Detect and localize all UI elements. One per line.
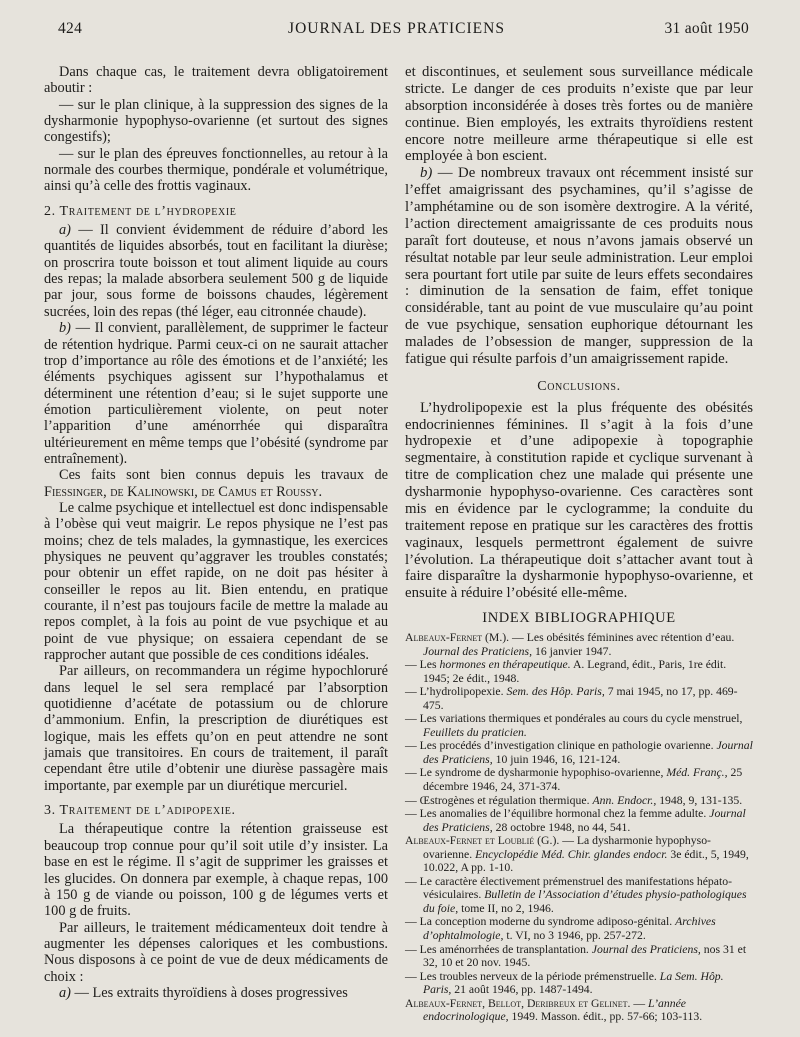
running-header [44, 20, 749, 46]
bibliography-entry [405, 631, 753, 658]
ref-author: Albeaux-Fernet (M.). [405, 631, 510, 644]
ref-source: L’année endocrinologique, [423, 996, 686, 1024]
ref-text: — Les aménorrhées de transplantation. [405, 942, 592, 956]
paragraph: — sur le plan clinique, à la suppression des signes de la dysharmonie hypophyso-ovarienne (et surtout des signes congestifs); [44, 96, 388, 146]
page-number: 424 [58, 20, 83, 37]
ref-text: — Le caractère électivement prémenstruel des manifestations hépato-vésiculaires. [405, 874, 732, 902]
bibliography-entry [405, 766, 753, 793]
paragraph: b) — De nombreux travaux ont récemment insisté sur l’effet amaigrissant des psychamines, qu’il s’agisse de l’amphétamine ou de son isomère dextrogire. A la vérité, l’action directement amaigrissante de ces produits nous paraît fort douteuse, et nous n’avons jamais observé un résultat notable par leur seule administration. Leur emploi sera pourtant fort utile par suite de leurs effets secondaires : diminution de la sensation de faim, effet tonique considérable, tant au point de vue musculaire qu’au point de vue psychique, sensation euphorique détournant les malades de l’obsession de manger, suppression de la fatigue qui résulte parfois d’un amaigrissement rapide. [405, 165, 753, 367]
ref-details: 3e édit., 5, 1949, 10.022, A pp. 1-10. [423, 847, 749, 875]
ref-text: — L’hydrolipopexie. [405, 685, 507, 699]
journal-title: JOURNAL DES PRATICIENS [288, 20, 505, 37]
ref-text: — La conception moderne du syndrome adiposo-génital. [405, 915, 676, 929]
ref-source: hormones en thérapeutique. [439, 658, 571, 672]
ref-source: Journal des Praticiens, [423, 644, 533, 658]
item-marker: b) [59, 320, 71, 337]
ref-source: Encyclopédie Méd. Chir. glandes endocr. [475, 847, 668, 861]
section-heading-adipopexie: 3. Traitement de l’adipopexie. [44, 803, 236, 819]
right-column [405, 64, 753, 1024]
bibliography-entry [405, 970, 753, 997]
bibliography-entry [405, 834, 753, 875]
paragraph: — sur le plan des épreuves fonctionnelles, au retour à la normale des courbes thermique, pondérale et volumétrique, ainsi qu’à celle des frottis vaginaux. [44, 145, 388, 195]
ref-details: nos 31 et 32, 10 et 20 nov. 1945. [423, 942, 747, 970]
ref-details: 1949. Masson. édit., pp. 57-66; 103-113. [508, 1010, 703, 1024]
ref-text: — Les obésités féminines avec rétention d’eau. [509, 631, 735, 644]
ref-text: — Les procédés d’investigation clinique en pathologie ovarienne. [405, 739, 717, 753]
paragraph: Dans chaque cas, le traitement devra obligatoirement aboutir : [44, 64, 388, 97]
ref-source: Journal des Praticiens, [591, 942, 701, 956]
item-marker: a) [59, 984, 71, 1001]
paragraph: Par ailleurs, on recommandera un régime hypochloruré dans lequel le sel sera remplacé par l’absorption quotidienne d’acétate de potassium ou de chlorure d’ammonium. Enfin, la prescription de diurétiques est logique, mais les effets qu’on en peut attendre ne sont jamais que transitoires. En cours de traitement, il paraît cependant être utile d’obtenir une diurèse passagère mais importante, par exemple par un diurétique mercuriel. [44, 663, 388, 794]
ref-details: 7 mai 1945, no 17, pp. 469-475. [423, 685, 738, 712]
ref-text: — Les variations thermiques et pondérales au cours du cycle menstruel, [405, 712, 743, 726]
bibliography-entry [405, 794, 753, 808]
bibliography-entry [405, 739, 753, 766]
paragraph: L’hydrolipopexie est la plus fréquente des obésités endocriniennes féminines. Il s’agit à la fois d’une hydropexie et d’une adipopexie à topographie segmentaire, à constitution rapide et cyclique survenant à titre de complication chez une malade qui présente une dysharmonie hypophyso-ovarienne. Ces caractères sont mis en évidence par le cyclogramme; la conduite du traitement repose en pratique sur les caractères des frottis vaginaux, lesquels permettront également de suivre l’évolution. La thérapeutique doit s’attacher avant tout à faire disparaître la dysharmonie hypophyso-ovarienne, et ensuite à réduire l’obésité elle-même. [405, 399, 753, 602]
paragraph: a) — Il convient évidemment de réduire d’abord les quantités de liquides absorbés, tout en facilitant la diurèse; on proscrira toute boisson et tout aliment liquide au cours des repas; la malade absorbera seulement 500 g de liquide par jour, sous forme de boissons chaudes, légèrement sucrées, loin des repas (thé léger, eau citronnée chaude). [44, 222, 388, 320]
ref-source: Archives d’ophtalmologie, [423, 915, 716, 943]
ref-author: Albeaux-Fernet et Loublié (G.). [405, 834, 560, 848]
ref-source: La Sem. Hôp. Paris, [423, 969, 724, 997]
ref-details: A. Legrand, édit., Paris, 1re édit. 1945; 2e édit., 1948. [423, 658, 727, 685]
item-marker: a) [59, 222, 71, 239]
ref-details: tome II, no 2, 1946. [458, 901, 554, 915]
left-column [44, 64, 388, 1001]
ref-source: Journal des Praticiens, [423, 807, 746, 834]
ref-details: 1948, 9, 131-135. [656, 793, 743, 807]
conclusions-heading: Conclusions. [537, 378, 621, 394]
bibliography-entry [405, 807, 753, 834]
paragraph: et discontinues, et seulement sous surveillance médicale stricte. Le danger de ces produits n’existe que par leur absorption inconsidérée à doses très fortes ou de manière continue. Bien employés, les extraits thyroïdiens restent encore notre meilleure arme thérapeutique si elle est employée à bon escient. [405, 64, 753, 165]
paragraph: La thérapeutique contre la rétention graisseuse est beaucoup trop connue pour qu’il soit utile d’y insister. La base en est le régime. Il s’agit de supprimer les graisses et les glucides. On donnera par exemple, à chaque repas, 100 à 150 g de viande ou poisson, 100 g de légumes verts et 100 g de fruits. [44, 821, 388, 920]
ref-text: — Les anomalies de l’équilibre hormonal chez la femme adulte. [405, 807, 710, 821]
bibliography-entry [405, 685, 753, 712]
paragraph: a) — Les extraits thyroïdiens à doses progressives [59, 984, 348, 1001]
ref-details: 25 décembre 1946, 24, 371-374. [423, 766, 743, 794]
bibliography-entry [405, 915, 753, 942]
bibliography-entry [405, 943, 753, 970]
bibliography-entry [405, 658, 753, 685]
ref-details: 21 août 1946, pp. 1487-1494. [451, 983, 593, 997]
ref-source: Bulletin de l’Association d’études physio-pathologiques du foie, [423, 888, 747, 915]
ref-details: 16 janvier 1947. [532, 644, 612, 658]
paragraph: Le calme psychique et intellectuel est donc indispensable à l’obèse qui veut maigrir. Le repos physique ne l’est pas moins; chez de tels malades, la gymnastique, les exercices physiques ne peuvent qu’aggraver les troubles constatés; pour obtenir un effet rapide, on ne doit pas hésiter à conseiller le repos au lit. Bien entendu, en pratique courante, il n’est pas toujours facile de mettre la malade au repos complet, à la fois au point de vue psychique et au point de vue physique; on essaiera cependant de se rapprocher autant que possible de ces conditions idéales. [44, 499, 388, 664]
ref-author: Albeaux-Fernet, Bellot, Deribreux et Gelinet. [405, 996, 631, 1010]
ref-text: — Le syndrome de dysharmonie hypophiso-ovarienne, [405, 766, 667, 780]
cited-authors: Fiessinger, de Kalinowski, de Camus et Roussy. [44, 483, 323, 500]
bibliography-list [405, 631, 753, 1024]
bibliography-entry [405, 712, 753, 739]
bibliography-entry [405, 875, 753, 916]
paragraph: b) — Il convient, parallèlement, de supprimer le facteur de rétention hydrique. Parmi ceux-ci on ne saurait attacher trop d’importance au rôle des émotions et de l’anxiété; les éléments psychiques agissent sur l’hypothalamus et déterminent une rétention d’eau; si le sujet supporte une émotion particulièrement violente, on peut noter l’apparition d’une aménorrhée qui disparaîtra ultérieurement en même temps que l’obésité (syndrome par entraînement). [44, 320, 388, 467]
ref-text: — Œstrogènes et régulation thermique. [405, 793, 593, 807]
ref-details: 28 octobre 1948, no 44, 541. [492, 820, 631, 834]
bibliography-entry [405, 997, 753, 1024]
ref-text: — Les [405, 658, 440, 672]
ref-details: 10 juin 1946, 16, 121-124. [492, 752, 621, 766]
bibliography-heading: INDEX BIBLIOGRAPHIQUE [482, 610, 676, 627]
ref-text: — [630, 996, 649, 1010]
issue-date: 31 août 1950 [664, 20, 749, 37]
paragraph: Ces faits sont bien connus depuis les travaux de Fiessinger, de Kalinowski, de Camus et Roussy. [44, 467, 388, 500]
ref-source: Ann. Endocr., [592, 793, 657, 807]
section-heading-hydropexie: 2. Traitement de l’hydropexie [44, 203, 237, 219]
ref-source: Méd. Franç., [666, 766, 728, 780]
ref-text: — La dysharmonie hypophyso-ovarienne. [423, 834, 711, 861]
ref-source: Feuillets du praticien. [423, 725, 527, 739]
ref-source: Sem. des Hôp. Paris, [506, 685, 605, 699]
ref-details: t. VI, no 3 1946, pp. 257-272. [503, 929, 646, 943]
paragraph: Par ailleurs, le traitement médicamenteux doit tendre à augmenter les dépenses caloriques et les combustions. Nous disposons à ce point de vue de deux médicaments de choix : [44, 919, 388, 985]
ref-text: — Les troubles nerveux de la période prémenstruelle. [405, 969, 660, 983]
ref-source: Journal des Praticiens, [423, 739, 753, 766]
item-marker: b) [420, 165, 433, 182]
